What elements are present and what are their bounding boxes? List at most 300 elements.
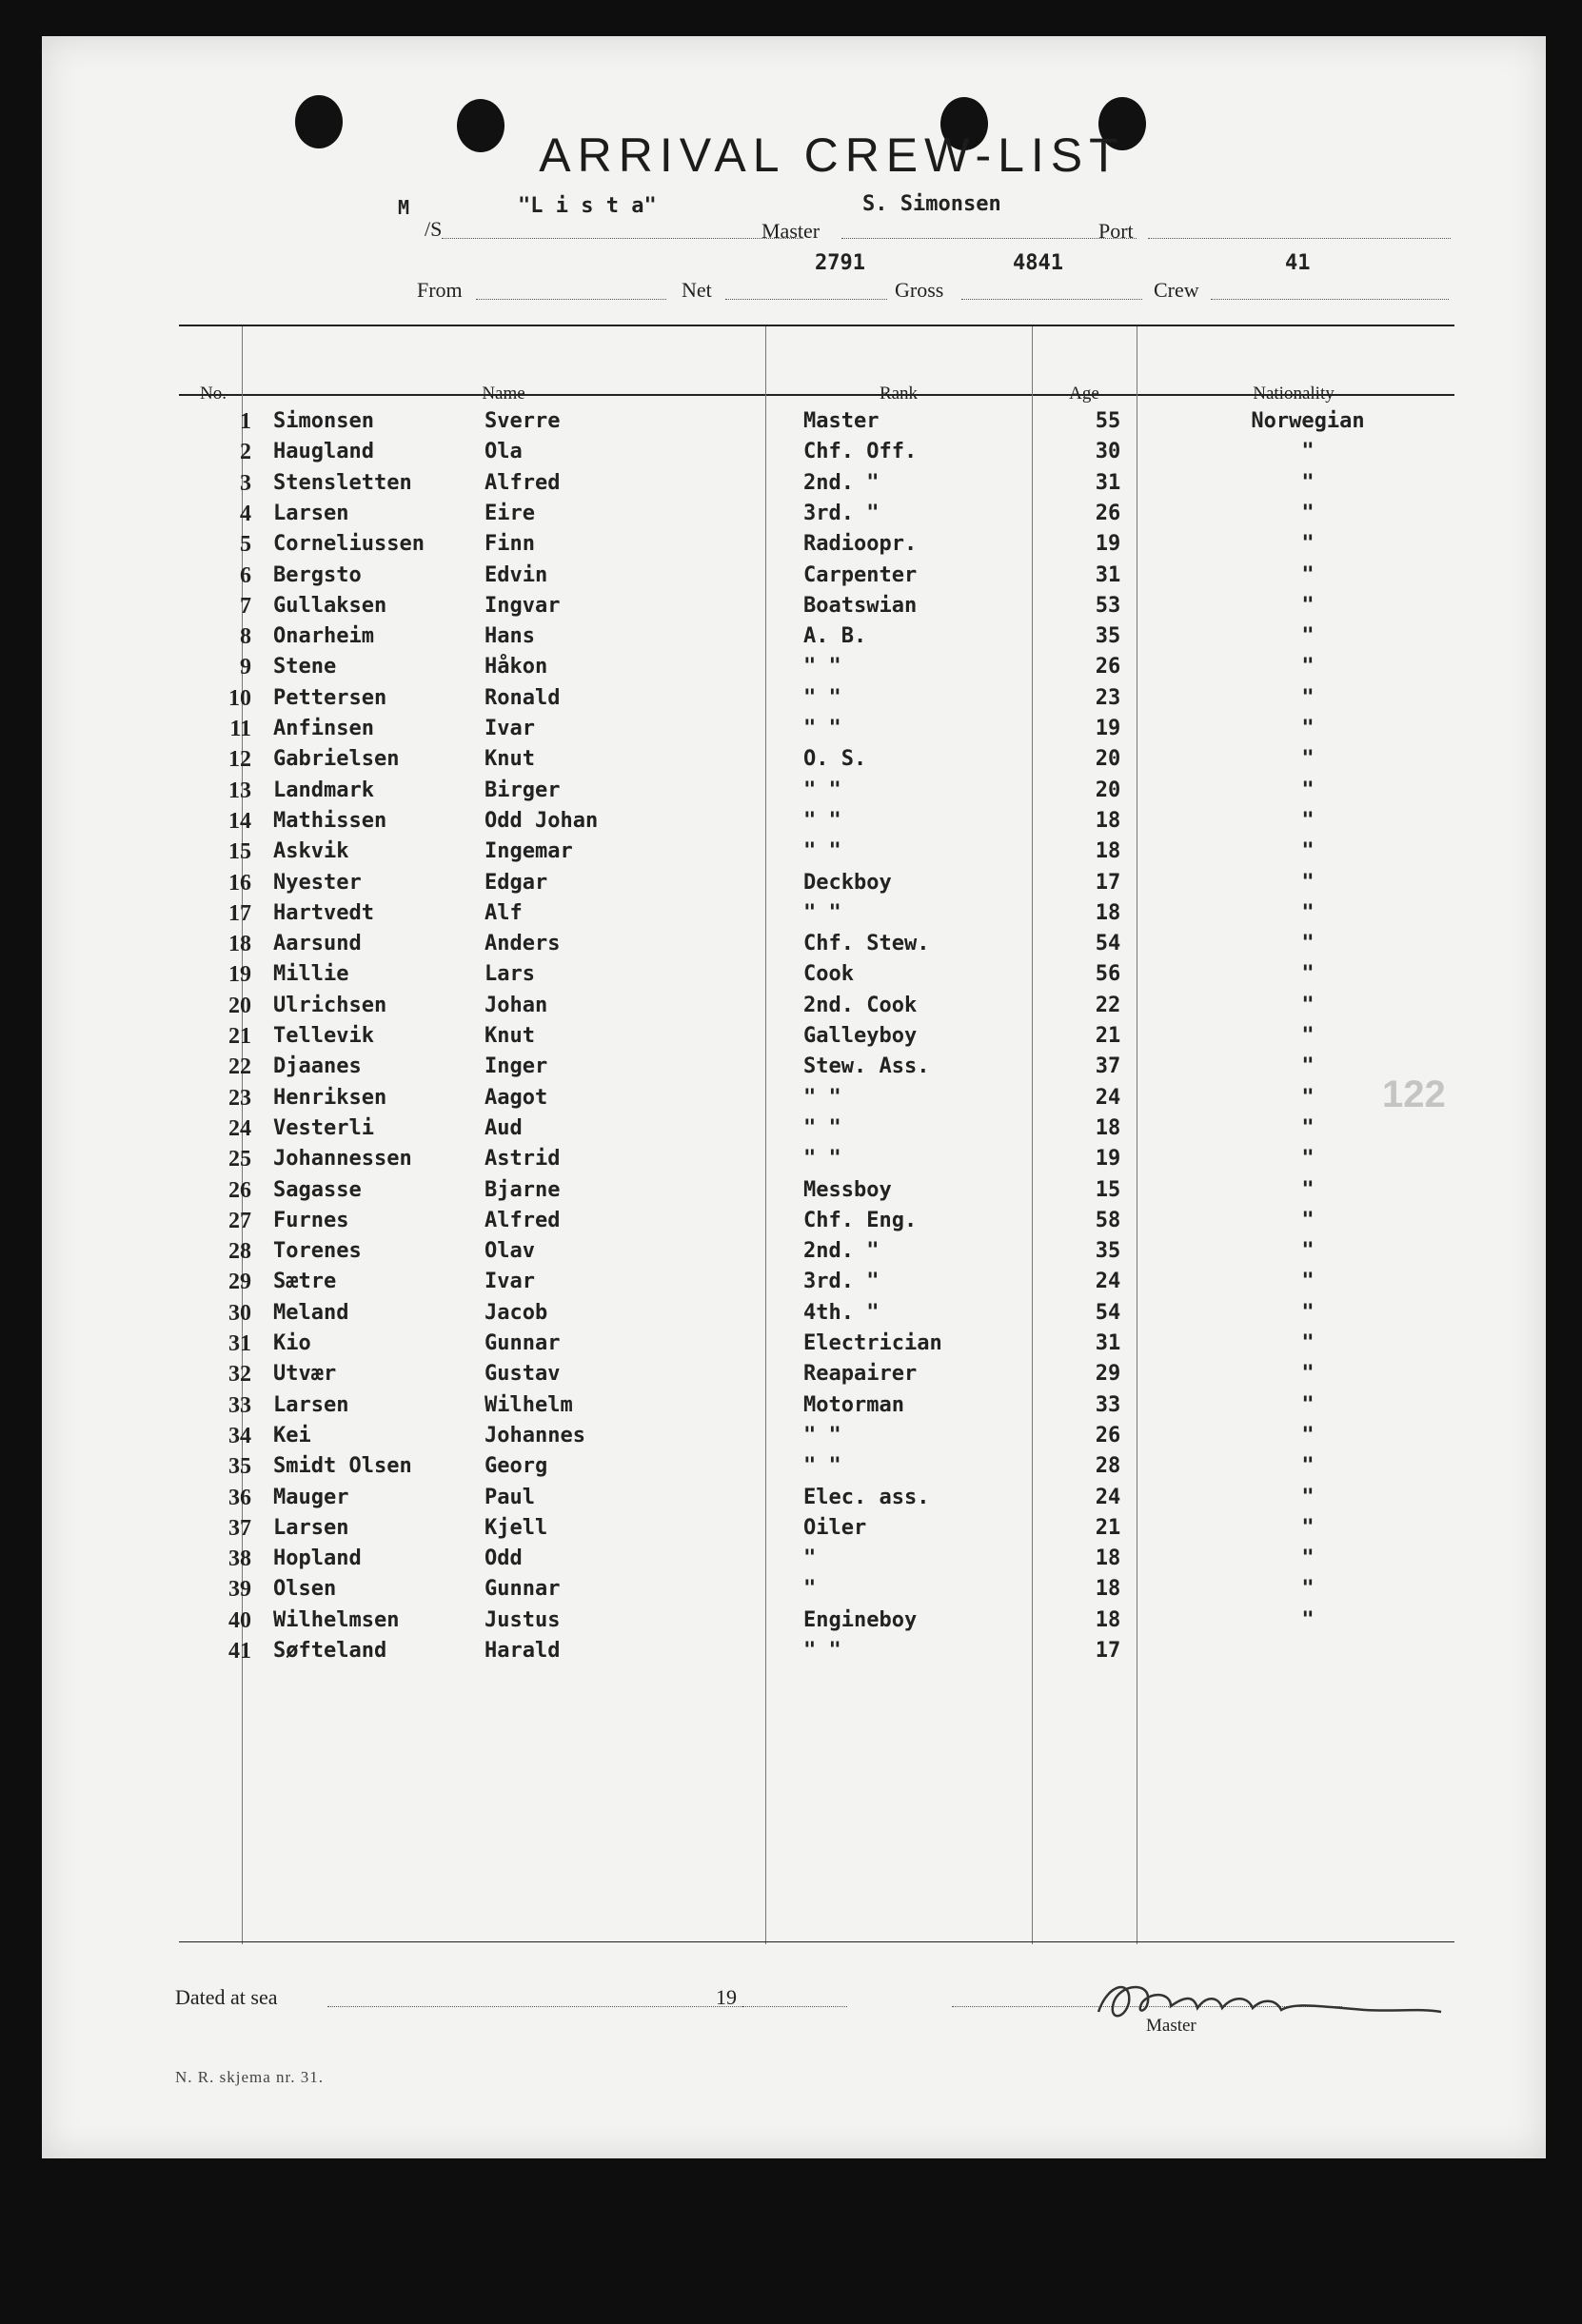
table-row: [42, 1516, 1546, 1546]
crew-age: 26: [1095, 501, 1121, 525]
crew-no: 10: [228, 685, 251, 711]
crew-first-name: Sverre: [484, 409, 561, 433]
table-row: [42, 1608, 1546, 1639]
crew-no: 29: [228, 1270, 251, 1295]
crew-surname: Søfteland: [273, 1639, 387, 1663]
crew-rank: " ": [803, 1115, 841, 1140]
crew-rank: 3rd. ": [803, 501, 880, 525]
table-row: [42, 1331, 1546, 1362]
crew-age: 21: [1095, 1024, 1121, 1048]
crew-nationality: ": [1301, 624, 1315, 649]
crew-nationality: ": [1301, 1208, 1315, 1232]
crew-nationality: ": [1301, 839, 1315, 864]
crew-age: 18: [1095, 1546, 1121, 1571]
crew-age: 19: [1095, 1147, 1121, 1172]
crew-nationality: ": [1301, 1607, 1315, 1632]
crew-age: 20: [1095, 747, 1121, 772]
crew-nationality: ": [1301, 655, 1315, 679]
crew-no: 1: [240, 409, 251, 434]
crew-rank: O. S.: [803, 747, 867, 772]
from-label: From: [417, 278, 463, 302]
table-row: [42, 1454, 1546, 1485]
table-row: [42, 1393, 1546, 1424]
crew-rank: Engineboy: [803, 1607, 918, 1632]
crew-nationality: ": [1301, 1454, 1315, 1479]
crew-first-name: Paul: [484, 1485, 535, 1509]
crew-age: 18: [1095, 1607, 1121, 1632]
crew-age: 55: [1095, 409, 1121, 433]
crew-surname: Kio: [273, 1331, 311, 1355]
crew-first-name: Jacob: [484, 1300, 548, 1325]
crew-no: 25: [228, 1147, 251, 1172]
ms-prefix-top: M: [398, 196, 410, 219]
crew-nationality: ": [1301, 993, 1315, 1017]
table-row: [42, 962, 1546, 993]
crew-surname: Henriksen: [273, 1085, 387, 1110]
crew-nationality: ": [1301, 562, 1315, 587]
crew-rank: " ": [803, 900, 841, 925]
crew-nationality: ": [1301, 501, 1315, 525]
crew-nationality: ": [1301, 470, 1315, 495]
crew-no: 30: [228, 1300, 251, 1326]
crew-age: 17: [1095, 870, 1121, 895]
crew-rank: Oiler: [803, 1515, 867, 1540]
table-row: [42, 778, 1546, 809]
crew-rank: A. B.: [803, 624, 867, 649]
table-row: [42, 1116, 1546, 1147]
header-age: Age: [1069, 384, 1099, 404]
crew-nationality: ": [1301, 1423, 1315, 1448]
crew-no: 18: [228, 932, 251, 957]
crew-no: 39: [228, 1577, 251, 1603]
table-row: [42, 502, 1546, 532]
crew-label: Crew: [1154, 278, 1199, 302]
header-rank: Rank: [879, 384, 919, 404]
crew-first-name: Kjell: [484, 1515, 548, 1540]
crew-first-name: Harald: [484, 1639, 561, 1663]
table-row: [42, 871, 1546, 901]
crew-first-name: Odd: [484, 1546, 523, 1571]
crew-age: 18: [1095, 900, 1121, 925]
table-row: [42, 1546, 1546, 1577]
crew-surname: Askvik: [273, 839, 349, 864]
crew-no: 12: [228, 747, 251, 773]
table-row: [42, 1270, 1546, 1300]
table-row: [42, 1424, 1546, 1454]
crew-first-name: Ivar: [484, 1270, 535, 1294]
crew-rank: " ": [803, 717, 841, 740]
dated-label: Dated at sea: [175, 1985, 278, 2009]
crew-rank: 2nd. ": [803, 1239, 880, 1264]
table-row: [42, 655, 1546, 685]
crew-first-name: Finn: [484, 532, 535, 557]
crew-surname: Wilhelmsen: [273, 1607, 400, 1632]
crew-surname: Ulrichsen: [273, 993, 387, 1017]
crew-surname: Meland: [273, 1300, 349, 1325]
master-signature: [1079, 1974, 1479, 2031]
crew-first-name: Edvin: [484, 562, 548, 587]
crew-surname: Mauger: [273, 1485, 349, 1509]
crew-nationality: ": [1301, 1485, 1315, 1509]
crew-first-name: Olav: [484, 1239, 535, 1264]
crew-first-name: Eire: [484, 501, 535, 525]
crew-rank: Galleyboy: [803, 1024, 918, 1048]
crew-rank: 3rd. ": [803, 1270, 880, 1294]
crew-rank: " ": [803, 808, 841, 833]
crew-no: 40: [228, 1607, 251, 1633]
crew-nationality: ": [1301, 1546, 1315, 1571]
crew-first-name: Gunnar: [484, 1577, 561, 1602]
form-title: ARRIVAL CREW-LIST: [539, 128, 1125, 182]
crew-age: 28: [1095, 1454, 1121, 1479]
crew-age: 24: [1095, 1085, 1121, 1110]
crew-age: 35: [1095, 624, 1121, 649]
crew-no: 26: [228, 1177, 251, 1203]
crew-nationality: ": [1301, 717, 1315, 740]
crew-rank: ": [803, 1577, 817, 1602]
crew-nationality: ": [1301, 1239, 1315, 1264]
crew-surname: Stene: [273, 655, 337, 679]
crew-no: 8: [240, 624, 251, 650]
crew-age: 26: [1095, 1423, 1121, 1448]
crew-no: 23: [228, 1085, 251, 1111]
crew-surname: Vesterli: [273, 1115, 374, 1140]
crew-value: 41: [1285, 251, 1311, 275]
crew-no: 5: [240, 532, 251, 558]
crew-no: 41: [228, 1639, 251, 1664]
crew-first-name: Knut: [484, 747, 535, 772]
crew-rank: Radioopr.: [803, 532, 918, 557]
crew-no: 38: [228, 1546, 251, 1572]
crew-nationality: ": [1301, 1515, 1315, 1540]
crew-surname: Anfinsen: [273, 717, 374, 740]
crew-rank: Cook: [803, 962, 854, 987]
crew-age: 18: [1095, 839, 1121, 864]
crew-surname: Smidt Olsen: [273, 1454, 412, 1479]
crew-nationality: ": [1301, 1362, 1315, 1387]
crew-first-name: Georg: [484, 1454, 548, 1479]
page-stamp: 122: [1382, 1073, 1446, 1115]
table-row: [42, 901, 1546, 932]
ms-prefix-bottom: /S: [425, 217, 443, 241]
crew-no: 20: [228, 993, 251, 1018]
crew-rank: Boatswian: [803, 593, 918, 618]
crew-age: 31: [1095, 1331, 1121, 1355]
crew-first-name: Johannes: [484, 1423, 585, 1448]
crew-rank: 4th. ": [803, 1300, 880, 1325]
header-nationality: Nationality: [1253, 384, 1335, 404]
punch-hole: [295, 95, 343, 148]
gross-label: Gross: [895, 278, 944, 302]
crew-no: 13: [228, 778, 251, 803]
crew-nationality: ": [1301, 1147, 1315, 1172]
crew-first-name: Ingvar: [484, 593, 561, 618]
crew-rank: 2nd. Cook: [803, 993, 918, 1017]
net-label: Net: [682, 278, 712, 302]
crew-nationality: ": [1301, 593, 1315, 618]
crew-nationality: ": [1301, 747, 1315, 772]
crew-surname: Simonsen: [273, 409, 374, 433]
crew-nationality: ": [1301, 1300, 1315, 1325]
crew-no: 9: [240, 655, 251, 680]
crew-list-form: [42, 36, 1546, 2158]
crew-surname: Larsen: [273, 1515, 349, 1540]
crew-age: 21: [1095, 1515, 1121, 1540]
crew-surname: Onarheim: [273, 624, 374, 649]
crew-no: 37: [228, 1515, 251, 1541]
crew-surname: Mathissen: [273, 808, 387, 833]
crew-nationality: ": [1301, 932, 1315, 956]
table-row: [42, 471, 1546, 502]
crew-rank: " ": [803, 839, 841, 864]
crew-first-name: Alf: [484, 900, 523, 925]
crew-first-name: Håkon: [484, 655, 548, 679]
crew-surname: Nyester: [273, 870, 362, 895]
crew-no: 35: [228, 1454, 251, 1480]
crew-age: 33: [1095, 1392, 1121, 1417]
crew-age: 17: [1095, 1639, 1121, 1663]
crew-surname: Furnes: [273, 1208, 349, 1232]
crew-first-name: Birger: [484, 778, 561, 802]
master-label: Master: [761, 219, 821, 243]
crew-rank: ": [803, 1546, 817, 1571]
crew-nationality: ": [1301, 808, 1315, 833]
header-no: No.: [200, 384, 227, 404]
table-row: [42, 1239, 1546, 1270]
crew-first-name: Gustav: [484, 1362, 561, 1387]
crew-first-name: Astrid: [484, 1147, 561, 1172]
crew-surname: Aarsund: [273, 932, 362, 956]
crew-no: 36: [228, 1485, 251, 1510]
crew-rank: " ": [803, 778, 841, 802]
table-row: [42, 717, 1546, 747]
crew-age: 19: [1095, 532, 1121, 557]
net-value: 2791: [815, 251, 865, 275]
crew-first-name: Knut: [484, 1024, 535, 1048]
crew-surname: Kei: [273, 1423, 311, 1448]
crew-age: 24: [1095, 1270, 1121, 1294]
master-name: S. Simonsen: [862, 192, 1001, 216]
crew-rank: " ": [803, 1639, 841, 1663]
header-name: Name: [482, 384, 525, 404]
crew-surname: Tellevik: [273, 1024, 374, 1048]
crew-no: 33: [228, 1392, 251, 1418]
crew-surname: Landmark: [273, 778, 374, 802]
crew-rank: Deckboy: [803, 870, 892, 895]
table-row: [42, 1486, 1546, 1516]
table-row: [42, 1024, 1546, 1054]
crew-nationality: ": [1301, 532, 1315, 557]
table-row: [42, 1301, 1546, 1331]
crew-nationality: ": [1301, 900, 1315, 925]
crew-surname: Pettersen: [273, 685, 387, 710]
crew-age: 37: [1095, 1054, 1121, 1079]
table-row: [42, 624, 1546, 655]
crew-age: 31: [1095, 562, 1121, 587]
crew-surname: Utvær: [273, 1362, 337, 1387]
crew-rank: Carpenter: [803, 562, 918, 587]
table-row: [42, 747, 1546, 778]
crew-age: 54: [1095, 1300, 1121, 1325]
table-row: [42, 932, 1546, 962]
table-row: [42, 440, 1546, 470]
crew-first-name: Gunnar: [484, 1331, 561, 1355]
table-row: [42, 839, 1546, 870]
crew-surname: Djaanes: [273, 1054, 362, 1079]
crew-age: 56: [1095, 962, 1121, 987]
table-row: [42, 1209, 1546, 1239]
crew-age: 20: [1095, 778, 1121, 802]
crew-first-name: Hans: [484, 624, 535, 649]
crew-rank: Electrician: [803, 1331, 942, 1355]
master-signature-label: Master: [1146, 2016, 1196, 2036]
crew-rank: Messboy: [803, 1177, 892, 1202]
crew-no: 16: [228, 870, 251, 896]
crew-no: 2: [240, 440, 251, 465]
crew-age: 24: [1095, 1485, 1121, 1509]
crew-age: 18: [1095, 1577, 1121, 1602]
crew-nationality: ": [1301, 1177, 1315, 1202]
crew-age: 22: [1095, 993, 1121, 1017]
crew-no: 14: [228, 808, 251, 834]
crew-rank: Chf. Eng.: [803, 1208, 918, 1232]
crew-nationality: ": [1301, 1054, 1315, 1079]
crew-age: 23: [1095, 685, 1121, 710]
table-row: [42, 409, 1546, 440]
crew-first-name: Odd Johan: [484, 808, 599, 833]
table-row: [42, 994, 1546, 1024]
gross-value: 4841: [1013, 251, 1063, 275]
crew-age: 18: [1095, 1115, 1121, 1140]
crew-age: 30: [1095, 440, 1121, 464]
crew-no: 28: [228, 1239, 251, 1265]
crew-nationality: ": [1301, 1085, 1315, 1110]
ship-name: "L i s t a": [518, 194, 657, 218]
table-row: [42, 594, 1546, 624]
table-row: [42, 1639, 1546, 1669]
crew-nationality: ": [1301, 1270, 1315, 1294]
form-schema-number: N. R. skjema nr. 31.: [175, 2068, 324, 2086]
crew-rank: Elec. ass.: [803, 1485, 930, 1509]
crew-nationality: ": [1301, 962, 1315, 987]
crew-nationality: ": [1301, 778, 1315, 802]
crew-age: 19: [1095, 717, 1121, 740]
crew-nationality: Norwegian: [1251, 409, 1365, 433]
crew-first-name: Edgar: [484, 870, 548, 895]
crew-no: 22: [228, 1054, 251, 1080]
crew-nationality: ": [1301, 685, 1315, 710]
crew-rank: Motorman: [803, 1392, 904, 1417]
table-row: [42, 563, 1546, 594]
table-row: [42, 1054, 1546, 1085]
crew-nationality: ": [1301, 1392, 1315, 1417]
crew-age: 54: [1095, 932, 1121, 956]
crew-surname: Stensletten: [273, 470, 412, 495]
crew-no: 3: [240, 470, 251, 496]
crew-surname: Sagasse: [273, 1177, 362, 1202]
crew-no: 19: [228, 962, 251, 988]
table-row: [42, 1147, 1546, 1177]
crew-no: 32: [228, 1362, 251, 1388]
crew-first-name: Alfred: [484, 470, 561, 495]
crew-surname: Hartvedt: [273, 900, 374, 925]
port-label: Port: [1098, 219, 1134, 243]
crew-surname: Millie: [273, 962, 349, 987]
crew-no: 17: [228, 900, 251, 926]
crew-rank: " ": [803, 1423, 841, 1448]
crew-rank: " ": [803, 685, 841, 710]
crew-surname: Johannessen: [273, 1147, 412, 1172]
crew-nationality: ": [1301, 870, 1315, 895]
crew-rank: " ": [803, 1085, 841, 1110]
crew-no: 27: [228, 1208, 251, 1233]
crew-first-name: Ronald: [484, 685, 561, 710]
crew-no: 7: [240, 593, 251, 619]
crew-no: 6: [240, 562, 251, 588]
crew-first-name: Alfred: [484, 1208, 561, 1232]
crew-rank: 2nd. ": [803, 470, 880, 495]
crew-age: 53: [1095, 593, 1121, 618]
crew-age: 31: [1095, 470, 1121, 495]
crew-first-name: Wilhelm: [484, 1392, 573, 1417]
crew-surname: Haugland: [273, 440, 374, 464]
crew-first-name: Lars: [484, 962, 535, 987]
crew-first-name: Ivar: [484, 717, 535, 740]
crew-surname: Olsen: [273, 1577, 337, 1602]
table-row: [42, 809, 1546, 839]
crew-nationality: ": [1301, 440, 1315, 464]
crew-nationality: ": [1301, 1331, 1315, 1355]
crew-rank: " ": [803, 1147, 841, 1172]
crew-no: 4: [240, 501, 251, 526]
crew-rank: " ": [803, 655, 841, 679]
crew-rank: Chf. Stew.: [803, 932, 930, 956]
crew-first-name: Bjarne: [484, 1177, 561, 1202]
crew-first-name: Aud: [484, 1115, 523, 1140]
crew-no: 11: [229, 717, 251, 741]
crew-age: 15: [1095, 1177, 1121, 1202]
crew-age: 58: [1095, 1208, 1121, 1232]
crew-rank: Stew. Ass.: [803, 1054, 930, 1079]
crew-surname: Hopland: [273, 1546, 362, 1571]
table-row: [42, 1362, 1546, 1392]
crew-nationality: ": [1301, 1577, 1315, 1602]
crew-age: 18: [1095, 808, 1121, 833]
crew-rank: Chf. Off.: [803, 440, 918, 464]
crew-age: 26: [1095, 655, 1121, 679]
crew-no: 24: [228, 1115, 251, 1141]
crew-no: 15: [228, 839, 251, 865]
crew-first-name: Anders: [484, 932, 561, 956]
crew-age: 35: [1095, 1239, 1121, 1264]
crew-first-name: Aagot: [484, 1085, 548, 1110]
table-row: [42, 1086, 1546, 1116]
crew-age: 29: [1095, 1362, 1121, 1387]
crew-surname: Gullaksen: [273, 593, 387, 618]
table-row: [42, 1178, 1546, 1209]
crew-first-name: Inger: [484, 1054, 548, 1079]
table-row: [42, 686, 1546, 717]
table-row: [42, 532, 1546, 562]
table-row: [42, 1577, 1546, 1607]
crew-surname: Bergsto: [273, 562, 362, 587]
crew-nationality: ": [1301, 1024, 1315, 1048]
crew-rank: Master: [803, 409, 880, 433]
year-label: 19: [716, 1985, 737, 2009]
crew-surname: Torenes: [273, 1239, 362, 1264]
crew-nationality: ": [1301, 1115, 1315, 1140]
crew-first-name: Justus: [484, 1607, 561, 1632]
